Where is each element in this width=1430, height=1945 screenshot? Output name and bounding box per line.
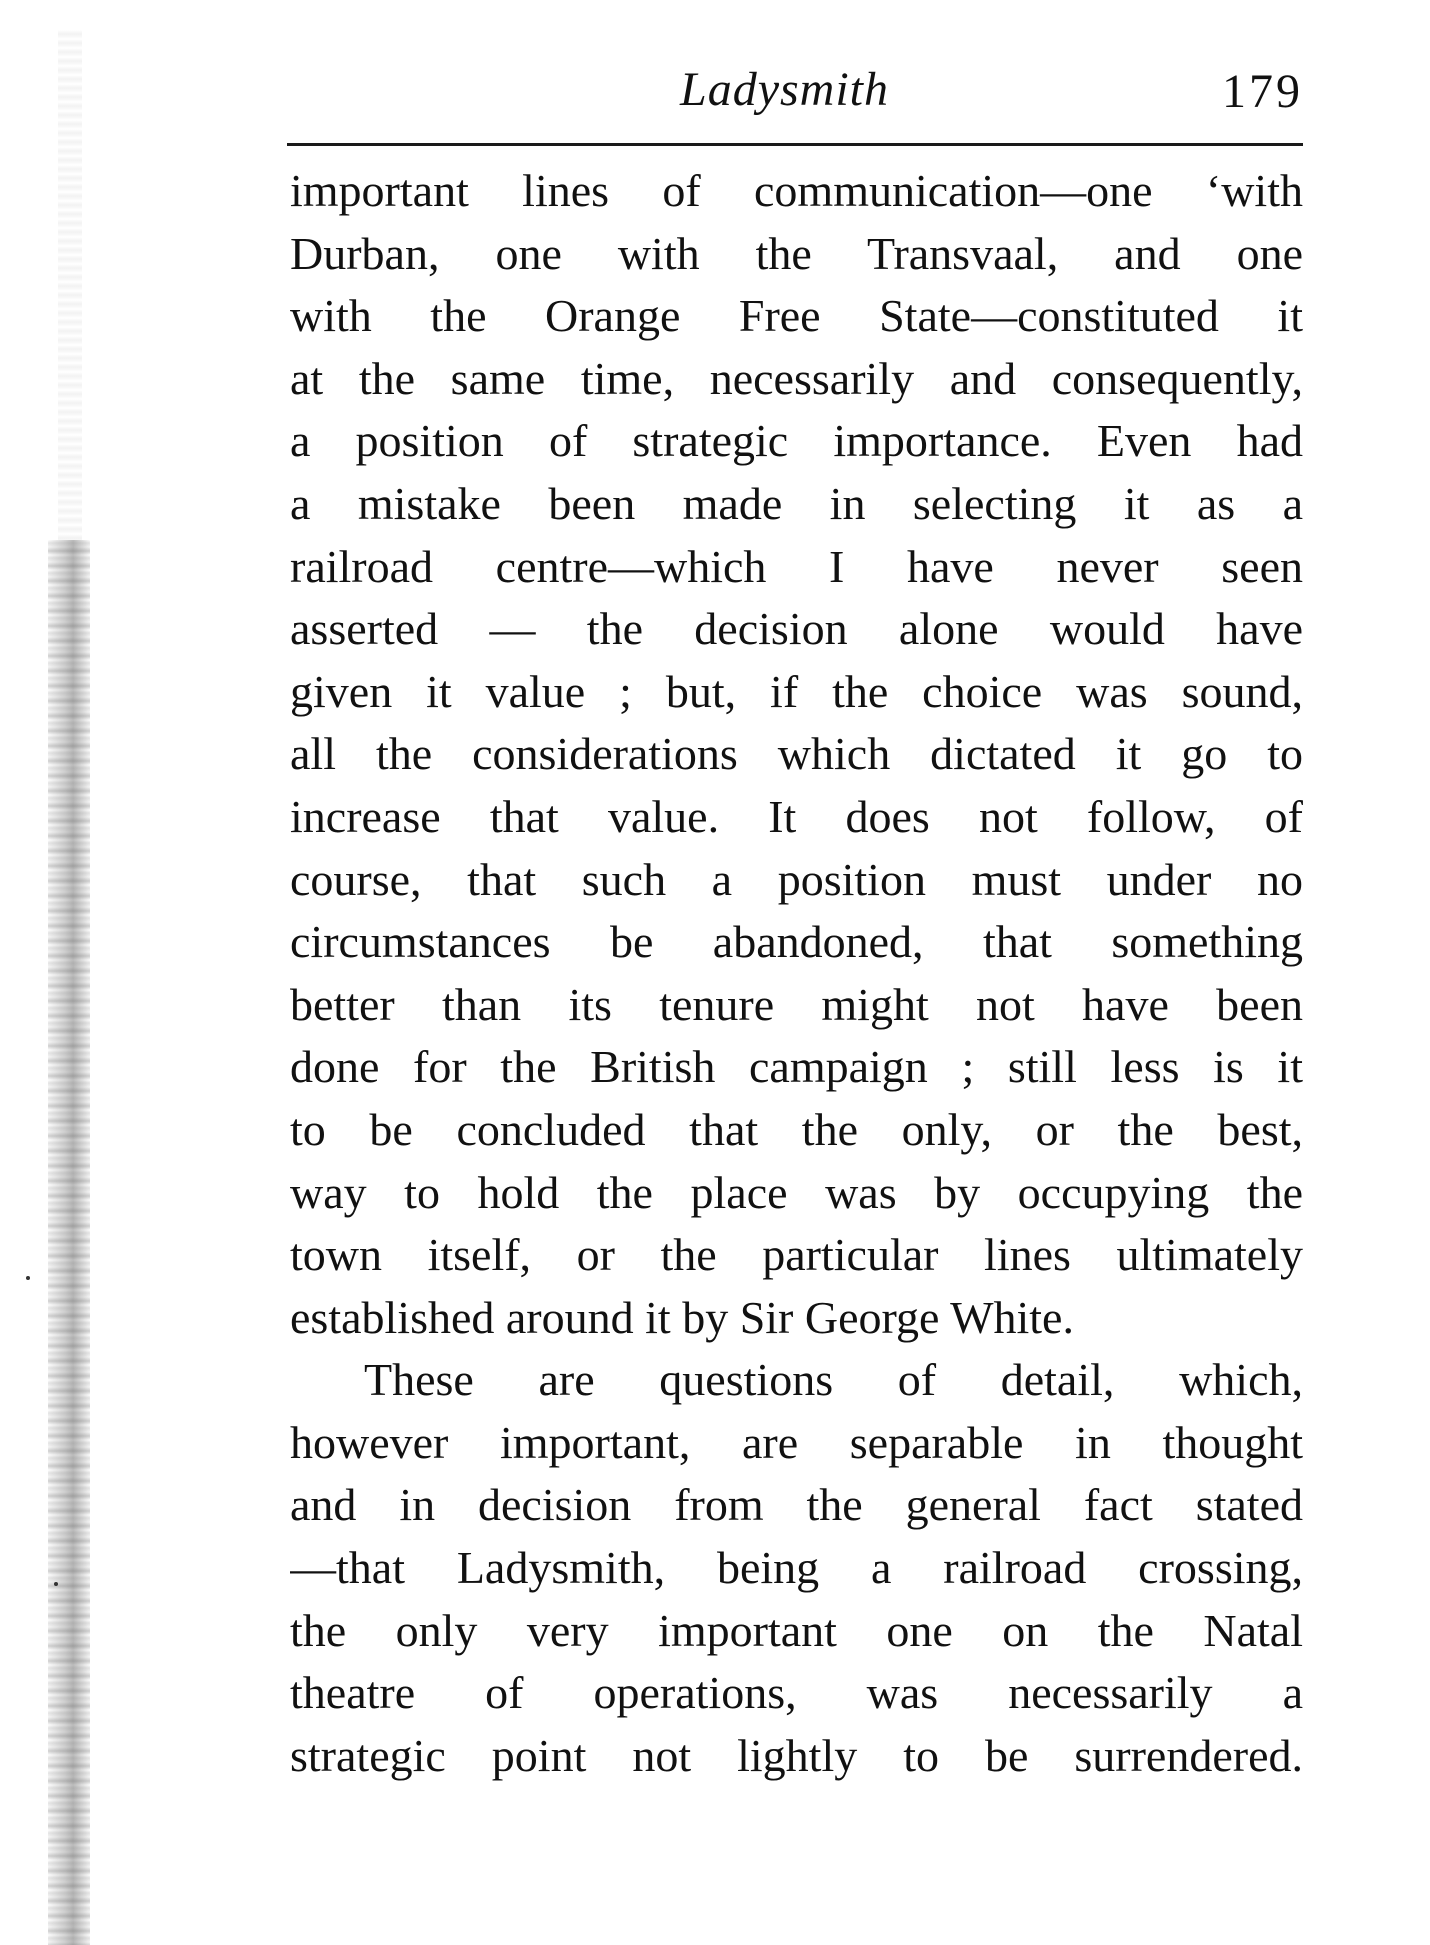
text-line: circumstances be abandoned, that something [290,916,1303,968]
text-line: course, that such a position must under no [290,853,1303,905]
text-line: —that Ladysmith, being a railroad crossing, [290,1542,1303,1594]
text-line: to be concluded that the only, or the best, [290,1103,1303,1155]
text-line: town itself, or the particular lines ultimately [290,1229,1303,1281]
text-line: important lines of communication—one ‘with [290,165,1303,216]
text-line: all the considerations which dictated it go to [290,728,1303,780]
scan-gutter-shadow-top [58,30,82,540]
text-line: and in decision from the general fact stated [290,1479,1303,1531]
text-line: asserted — the decision alone would have [290,603,1303,655]
page-header [290,62,1303,130]
text-line: however important, are separable in thought [290,1416,1303,1468]
text-line: way to hold the place was by occupying the [290,1166,1303,1218]
text-line: theatre of operations, was necessarily a [290,1667,1303,1719]
text-line: a mistake been made in selecting it as a [290,477,1303,529]
text-line: at the same time, necessarily and consequently, [290,352,1303,404]
text-line: done for the British campaign ; still less is it [290,1041,1303,1093]
text-line: with the Orange Free State—constituted it [290,290,1303,342]
text-line: railroad centre—which I have never seen [290,540,1303,592]
scan-speck [54,1582,58,1586]
page-number: 179 [1222,65,1303,118]
text-line: given it value ; but, if the choice was sound, [290,665,1303,717]
scan-speck [26,1276,30,1280]
header-rule [287,143,1303,146]
running-title: Ladysmith [680,63,890,116]
text-line: better than its tenure might not have been [290,978,1303,1030]
paragraph-end-line: established around it by Sir George White. [290,1291,1074,1343]
text-line: a position of strategic importance. Even had [290,415,1303,467]
scan-gutter-shadow [48,540,90,1945]
text-line: Durban, one with the Transvaal, and one [290,227,1303,279]
text-line: increase that value. It does not follow, of [290,790,1303,842]
text-line: strategic point not lightly to be surrendered. [290,1729,1303,1781]
text-line: the only very important one on the Natal [290,1604,1303,1656]
body-text [290,160,1303,1787]
paragraph-start-line: These are questions of detail, which, [364,1354,1303,1406]
